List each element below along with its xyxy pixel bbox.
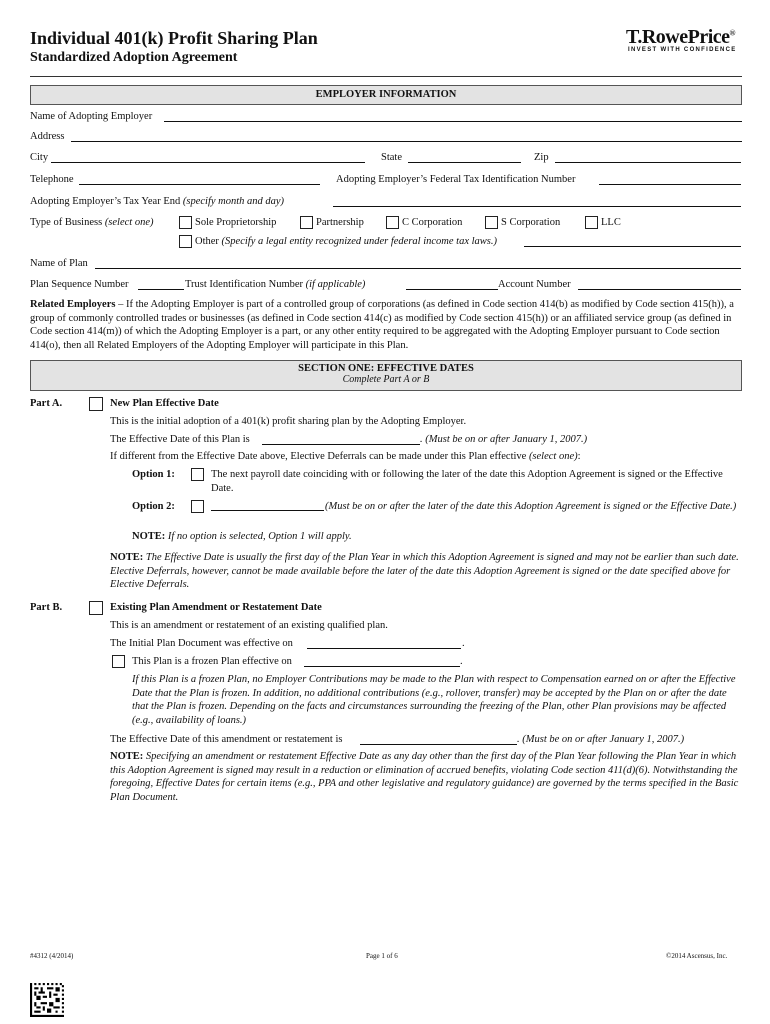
other-entity-checkbox[interactable] [179,235,192,248]
city-field[interactable] [51,151,365,163]
page-number: Page 1 of 6 [366,952,398,960]
option-note-label: NOTE: [132,531,166,542]
other-entity-label [195,236,497,247]
sole-proprietorship-label: Sole Proprietorship [195,217,277,228]
brand-mark: ® [729,28,736,38]
option-1-checkbox[interactable] [191,468,204,481]
initial-plan-date-field[interactable] [307,637,461,649]
part-b-heading: Existing Plan Amendment or Restatement Date [110,602,322,613]
employer-section-header [30,85,742,105]
document-title: Individual 401(k) Profit Sharing Plan [30,28,318,48]
document-subtitle: Standardized Adoption Agreement [30,50,238,65]
state-field[interactable] [408,151,521,163]
other-entity-field[interactable] [524,235,741,247]
trust-id-label-text: Trust Identification Number [185,279,304,290]
tax-year-hint: (specify month and day) [182,196,285,207]
brand-tagline: INVEST WITH CONFIDENCE [628,47,737,53]
option-note-text: If no option is selected, Option 1 will apply. [165,531,352,542]
effective-date-label: The Effective Date of this Plan is [110,434,250,445]
brand-name: T.RowePrice [626,26,730,48]
frozen-plan-checkbox[interactable] [112,655,125,668]
option-1-label: Option 1: [132,469,175,480]
plan-sequence-field[interactable] [138,278,184,290]
address-label: Address [30,131,65,142]
part-b-label: Part B. [30,602,63,613]
telephone-field[interactable] [79,173,320,185]
section-one-header [30,360,742,391]
option-2-hint: (Must be on or after the later of the date this Adoption Agreement is signed or the Effective Date.) [325,501,737,512]
plan-name-label: Name of Plan [30,258,88,269]
frozen-plan-label: This Plan is a frozen Plan effective on [132,656,292,667]
ein-field[interactable] [599,173,741,185]
option-1-text: The next payroll date coinciding with or following the later of the date this Adoption Agreement is signed or the Effective Date. [211,469,723,494]
form-id: #4312 (4/2014) [30,952,74,960]
state-label: State [381,152,402,163]
effective-date-field[interactable] [262,433,420,445]
option-note [132,531,352,542]
option-2-checkbox[interactable] [191,500,204,513]
s-corporation-checkbox[interactable] [485,216,498,229]
business-type-label-text: Type of Business [30,217,103,228]
related-employers-text: – If the Adopting Employer is part of a controlled group of corporations (as defined in Code section 414(b) as modified by Code section 415(h)), a group of commonly controlled trades or businesses (as defined in Code section 414(c) as modified by Code section 415(h)) or an affiliated service group (as defined in Code section 414(m)) of which the Adopting Employer is a part, or any other entity required to be aggregated with the Adopting Employer pursuant to Code section 414(o), then all Related Employers of the Adopting Employer will participate in this Plan. [30,299,734,351]
account-number-label: Account Number [498,279,571,290]
part-a-label: Part A. [30,398,63,409]
part-a-note [110,551,742,592]
initial-plan-period: . [462,638,465,649]
plan-name-field[interactable] [95,257,741,269]
deferral-effective-text [110,451,581,462]
other-entity-label-text: Other [195,236,219,247]
brand-logo [626,26,735,49]
business-type-label [30,217,154,228]
c-corporation-label: C Corporation [402,217,463,228]
telephone-label: Telephone [30,174,74,185]
c-corporation-checkbox[interactable] [386,216,399,229]
part-b-note-label: NOTE: [110,751,144,762]
part-a-heading: New Plan Effective Date [110,398,219,409]
tax-year-field[interactable] [333,195,741,207]
address-field[interactable] [71,130,742,142]
part-a-checkbox[interactable] [89,397,103,411]
initial-plan-label: The Initial Plan Document was effective on [110,638,293,649]
sole-proprietorship-checkbox[interactable] [179,216,192,229]
frozen-plan-period: . [460,656,463,667]
s-corporation-label: S Corporation [501,217,561,228]
business-type-hint: (select one) [104,217,154,228]
part-b-line1: This is an amendment or restatement of an existing qualified plan. [110,620,388,631]
frozen-plan-text: If this Plan is a frozen Plan, no Employer Contributions may be made to the Plan with respect to Compensation earned on or after the Effective Date that the Plan is frozen. In addition, no additional contributions (e.g., rollover, transfer) may be accepted by the Plan on or after the date that the Plan is frozen. Depending on the facts and circumstances surrounding the freezing of the Plan, other Plan provisions may be affected (e.g., availability of loans.) [132,674,736,726]
part-b-note-text: Specifying an amendment or restatement Effective Date as any day other than the first day of the Plan Year following the Plan Year in which this Adoption Agreement is signed may result in a reduction or elimination of accrued benefits, violating Code section 411(d)(6). Notwithstanding the foregoing, Effective Dates for certain items (e.g., PPA and other legislative and regulatory guidance) are governed by the terms specified in the Basic Plan Document. [110,751,739,803]
ein-label: Adopting Employer’s Federal Tax Identification Number [336,174,576,185]
amendment-date-hint: . (Must be on or after January 1, 2007.) [517,734,685,745]
frozen-plan-date-field[interactable] [304,655,460,667]
related-employers-title: Related Employers [30,299,116,310]
deferral-effective-text-main: If different from the Effective Date above, Elective Deferrals can be made under this Plan effective [110,451,529,462]
trust-id-hint: (if applicable) [305,279,366,290]
account-number-field[interactable] [578,278,741,290]
employer-name-label: Name of Adopting Employer [30,111,153,122]
section-one-title: SECTION ONE: EFFECTIVE DATES [298,363,474,374]
tax-year-label-text: Adopting Employer’s Tax Year End [30,196,181,207]
deferral-effective-end: : [577,451,581,462]
zip-label: Zip [534,152,549,163]
city-label: City [30,152,49,163]
header-divider [30,76,742,77]
part-a-line1: This is the initial adoption of a 401(k) profit sharing plan by the Adopting Employer. [110,416,467,427]
trust-id-label [185,279,365,290]
part-b-note [110,750,742,804]
trust-id-field[interactable] [406,278,498,290]
deferral-effective-hint: (select one) [528,451,578,462]
effective-date-hint: . (Must be on or after January 1, 2007.) [420,434,588,445]
plan-sequence-label: Plan Sequence Number [30,279,129,290]
part-a-note-label: NOTE: [110,552,144,563]
partnership-label: Partnership [316,217,364,228]
part-a-note-text: The Effective Date is usually the first day of the Plan Year in which this Adoption Agreement is signed and may not be earlier than such date. Elective Deferrals, however, cannot be made available before the later of the date this Adoption Agreement is signed or the date specified above for Elective Deferrals. [110,552,739,591]
part-b-checkbox[interactable] [89,601,103,615]
llc-checkbox[interactable] [585,216,598,229]
section-one-subtitle: Complete Part A or B [342,374,430,385]
option-2-label: Option 2: [132,501,175,512]
related-employers-paragraph [30,298,742,352]
employer-section-title: EMPLOYER INFORMATION [315,89,457,100]
other-entity-hint: (Specify a legal entity recognized under federal income tax laws.) [221,236,497,247]
zip-field[interactable] [555,151,741,163]
tax-year-label [30,196,284,207]
barcode-image [30,983,64,1017]
amendment-date-field[interactable] [360,733,517,745]
partnership-checkbox[interactable] [300,216,313,229]
copyright: ©2014 Ascensus, Inc. [666,952,728,960]
llc-label: LLC [601,217,621,228]
amendment-date-label: The Effective Date of this amendment or restatement is [110,734,343,745]
employer-name-field[interactable] [164,110,742,122]
